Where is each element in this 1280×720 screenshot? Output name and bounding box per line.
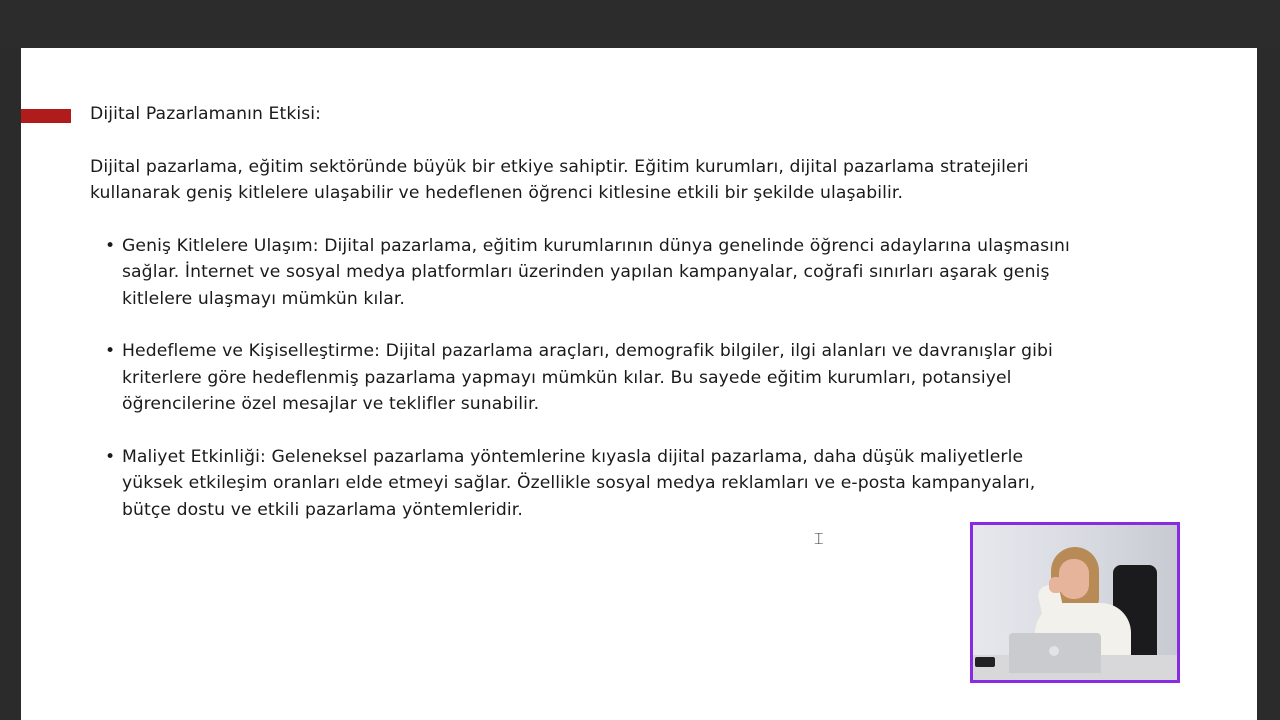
bullet-list: [90, 233, 1080, 524]
webcam-overlay[interactable]: [970, 522, 1180, 683]
apple-logo-icon: [1049, 646, 1059, 656]
bullet-item: • Geniş Kitlelere Ulaşım: Dijital pazarlama, eğitim kurumlarının dünya genelinde öğrenci adaylarına ulaşmasını sağlar. İnternet ve sosyal medya platformları üzerinden yapılan kampanyalar, coğrafi sınırları aşarak geniş kitlelere ulaşmayı mümkün kılar.: [122, 233, 1080, 313]
presentation-top-bar: [0, 0, 1280, 48]
bullet-item: • Maliyet Etkinliği: Geleneksel pazarlama yöntemlerine kıyasla dijital pazarlama, daha düşük maliyetlerle yüksek etkileşim oranları elde etmeyi sağlar. Özellikle sosyal medya reklamları ve e-posta kampanyaları, bütçe dostu ve etkili pazarlama yöntemleridir.: [122, 444, 1080, 524]
bullet-item: • Hedefleme ve Kişiselleştirme: Dijital pazarlama araçları, demografik bilgiler, ilgi alanları ve davranışlar gibi kriterlere göre hedeflenmiş pazarlama yapmayı mümkün kılar. Bu sayede eğitim kurumları, potansiyel öğrencilerine özel mesajlar ve teklifler sunabilir.: [122, 338, 1080, 418]
intro-paragraph: Dijital pazarlama, eğitim sektöründe büyük bir etkiye sahiptir. Eğitim kurumları, dijital pazarlama stratejileri kullanarak geniş kitlelere ulaşabilir ve hedeflenen öğrenci kitlesine etkili bir şekilde ulaşabilir.: [90, 156, 1029, 203]
slide-heading: Dijital Pazarlamanın Etkisi:: [90, 104, 322, 124]
accent-bar: [21, 109, 71, 123]
phone: [975, 657, 995, 667]
slide-content: [90, 101, 1080, 549]
text-cursor-icon: ⌶: [814, 529, 824, 548]
